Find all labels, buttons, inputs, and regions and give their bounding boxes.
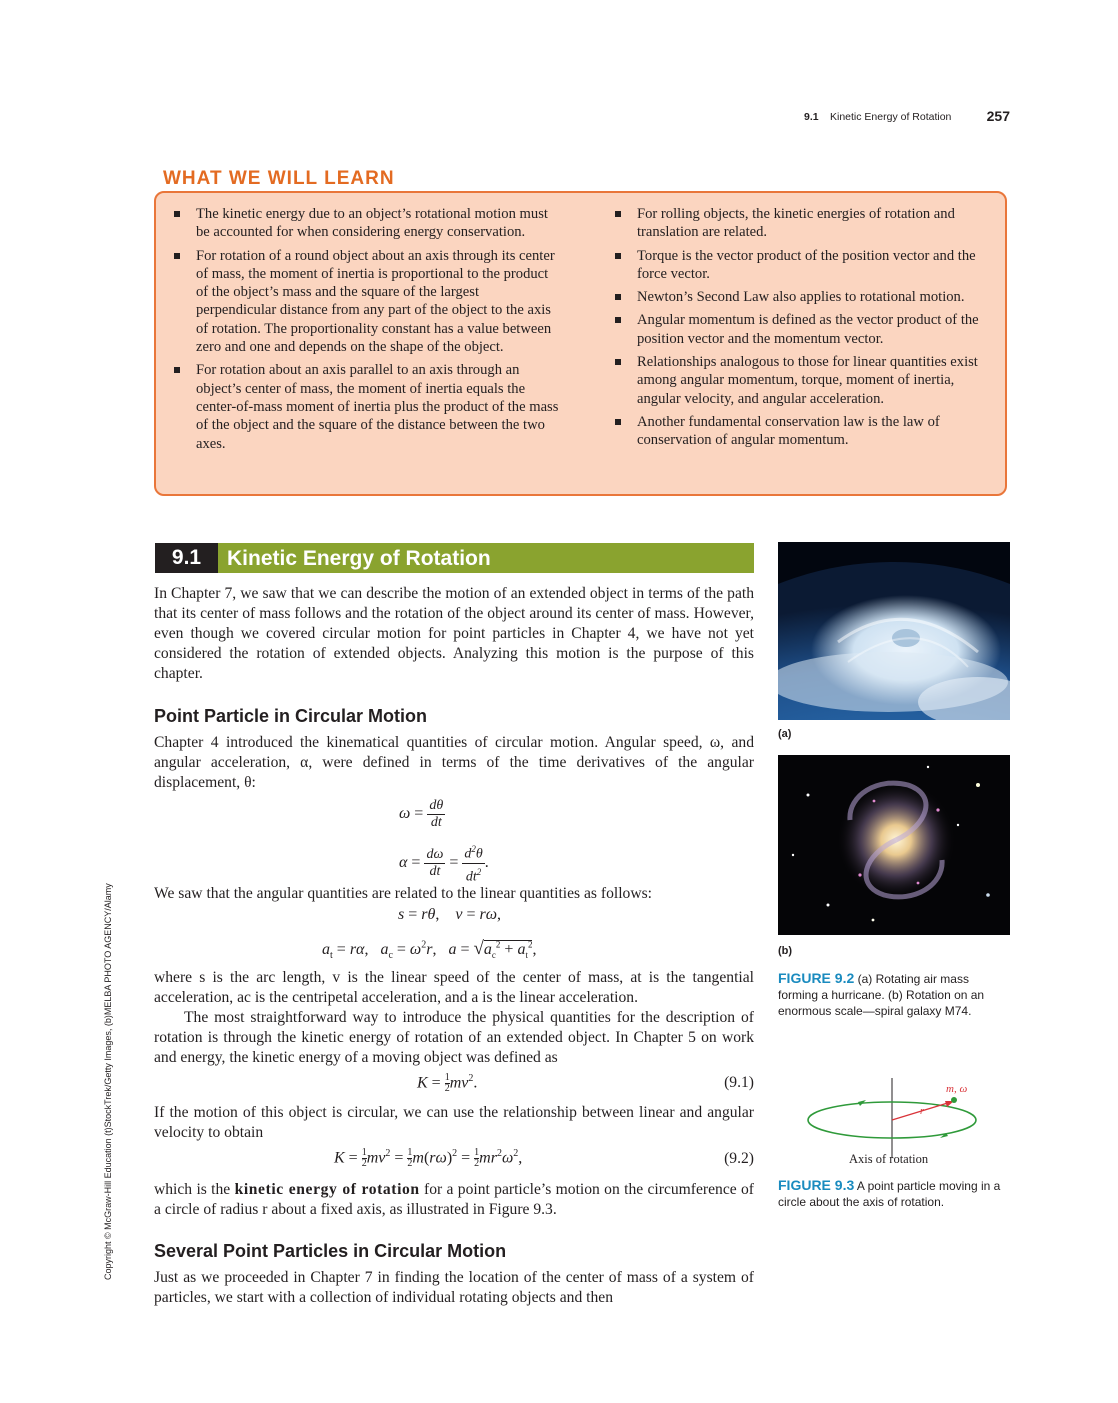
- learn-item-text: Newton’s Second Law also applies to rotational motion.: [637, 289, 965, 306]
- paragraph-kinetic-rotation: [154, 1180, 754, 1220]
- subhead-several-particles: Several Point Particles in Circular Motion: [154, 1241, 507, 1261]
- figure-9-2-text: (a) Rotating air mass forming a hurricane. (b) Rotation on an enormous scale—spiral galaxy M74.: [778, 972, 985, 1018]
- running-head: [790, 108, 1010, 126]
- learn-item-text: Relationships analogous to those for linear quantities exist among angular momentum, torque, moment of inertia, angular velocity, and angular acceleration.: [637, 354, 978, 407]
- running-head-title: Kinetic Energy of Rotation: [830, 111, 952, 123]
- paragraph-definitions: where s is the arc length, v is the linear speed of the center of mass, at is the tangential acceleration, ac is the centripetal acceleration, and a is the linear acceleration.: [154, 969, 754, 1006]
- figure-label-a: (a): [778, 728, 792, 740]
- section-title: Kinetic Energy of Rotation: [227, 547, 491, 570]
- learn-item-text: The kinetic energy due to an object’s rotational motion must be accounted for when considering energy conservation.: [196, 206, 548, 241]
- bullet-icon: [615, 294, 621, 300]
- learn-item: [611, 413, 996, 450]
- equation-accelerations: $a_t = r\alpha$, $a_c = \omega^2r$, $a = √a_c^2 + a_t^2$,: [322, 938, 537, 962]
- equation-omega: ω = $\frac{d\theta}{dt}$: [399, 798, 444, 830]
- hurricane-photo: [778, 542, 1010, 720]
- bullet-icon: [615, 359, 621, 365]
- paragraph-kinetic-intro: The most straightforward way to introduce the physical quantities for the description of rotation is through the kinetic energy of rotation of an extended object. In Chapter 5 on work and energy, the kinetic energy of a moving object was defined as: [154, 1009, 754, 1066]
- equation-number-9-1: (9.1): [724, 1074, 754, 1091]
- paragraph-angular-definitions: Chapter 4 introduced the kinematical quantities of circular motion. Angular speed, ω, and angular acceleration, α, were defined in terms of the time derivatives of the angular displacement, θ:: [154, 734, 754, 791]
- bullet-icon: [615, 317, 621, 323]
- section-number: 9.1: [155, 543, 218, 573]
- figure-label-b: (b): [778, 945, 793, 957]
- figure-9-2-caption: [778, 970, 1012, 1019]
- bullet-icon: [615, 253, 621, 259]
- axis-of-rotation-label: Axis of rotation: [849, 1152, 929, 1166]
- learn-item: [170, 205, 560, 242]
- subhead-point-particle: Point Particle in Circular Motion: [154, 706, 428, 726]
- learn-list-right: [611, 205, 996, 455]
- figure-9-2-label: FIGURE 9.2: [778, 970, 855, 986]
- what-we-will-learn-heading: WHAT WE WILL LEARN: [163, 168, 395, 189]
- running-head-section: 9.1: [804, 111, 819, 123]
- bullet-icon: [174, 211, 180, 217]
- page-number: 257: [986, 108, 1010, 124]
- radius-label: r: [920, 1106, 924, 1117]
- galaxy-photo: [778, 755, 1010, 935]
- paragraph-relations: We saw that the angular quantities are related to the linear quantities as follows:: [154, 885, 653, 902]
- figure-9-3-label: FIGURE 9.3: [778, 1177, 855, 1193]
- learn-item: [170, 361, 560, 452]
- bullet-icon: [174, 367, 180, 373]
- mass-omega-label: m, ω: [946, 1083, 968, 1095]
- section-heading-bar: [155, 543, 754, 573]
- learn-list-left: [170, 205, 560, 458]
- learn-item-text: For rotation about an axis parallel to an axis through an object’s center of mass, the moment of inertia equals the center-of-mass moment of inertia plus the product of the mass of the object and the square of the distance between the two axes.: [196, 362, 559, 452]
- paragraph-text: for a point particle’s motion on the circumference of a circle of radius r about a fixed axis, as illustrated in Figure 9.3.: [154, 1181, 754, 1218]
- equation-linear-relations: s = rθ, v = rω,: [398, 906, 502, 923]
- figure-9-3-caption: [778, 1177, 1012, 1210]
- intro-paragraph: In Chapter 7, we saw that we can describe the motion of an extended object in terms of the path that its center of mass follows and the rotation of the object around its center of mass. However, even though we covered circular motion for point particles in Chapter 4, we have not yet considered the rotation of extended objects. Analyzing this motion is the purpose of this chapter.: [154, 585, 754, 682]
- equation-rotational-kinetic-energy: K = $\frac{1}{2}mv^2$ = $\frac{1}{2}m(r\omega)^2$ = $\frac{1}{2}mr^2\omega^2$,: [334, 1147, 523, 1170]
- point-particle: [951, 1097, 957, 1103]
- learn-item-text: Angular momentum is defined as the vector product of the position vector and the momentum vector.: [637, 312, 979, 347]
- figure-9-3-text: A point particle moving in a circle about the axis of rotation.: [778, 1179, 1001, 1209]
- bullet-icon: [615, 211, 621, 217]
- photo-credit: Copyright © McGraw-Hill Education (t)StockTrek/Getty Images, (b)MELBA PHOTO AGENCY/Alamy: [103, 883, 113, 1280]
- learn-item: [611, 311, 996, 348]
- bullet-icon: [615, 419, 621, 425]
- bullet-icon: [174, 253, 180, 259]
- what-we-will-learn-box: [154, 191, 1007, 496]
- learn-item-text: Another fundamental conservation law is the law of conservation of angular momentum.: [637, 413, 940, 449]
- equation-alpha: α = $\frac{d\omega}{dt}$ = $\frac{d^2\theta}{dt^2}$ .: [399, 841, 489, 885]
- learn-item: [611, 288, 996, 306]
- learn-item: [170, 247, 560, 357]
- learn-item-text: Torque is the vector product of the position vector and the force vector.: [637, 247, 976, 282]
- learn-item-text: For rolling objects, the kinetic energies of rotation and translation are related.: [637, 206, 955, 241]
- learn-item: [611, 247, 996, 284]
- equation-number-9-2: (9.2): [724, 1150, 754, 1167]
- key-term: kinetic energy of rotation: [234, 1181, 420, 1198]
- learn-item: [611, 353, 996, 408]
- hurricane-image: [778, 542, 1010, 720]
- galaxy-image: [778, 755, 1010, 935]
- learn-item: [611, 205, 996, 242]
- equation-kinetic-energy: K = $\frac{1}{2}mv^2$.: [417, 1072, 478, 1095]
- paragraph-circular-motion: If the motion of this object is circular, we can use the relationship between linear and angular velocity to obtain: [154, 1104, 754, 1141]
- paragraph-several-particles: Just as we proceeded in Chapter 7 in finding the location of the center of mass of a system of particles, we start with a collection of individual rotating objects and then: [154, 1269, 754, 1306]
- learn-item-text: For rotation of a round object about an axis through its center of mass, the moment of inertia is proportional to the product of the object’s mass and the square of the largest perpendicular distance from any part of the object to the axis of rotation. The proportionality constant has a value between zero and one and depends on the shape of the object.: [196, 247, 555, 356]
- paragraph-text: which is the: [154, 1181, 235, 1198]
